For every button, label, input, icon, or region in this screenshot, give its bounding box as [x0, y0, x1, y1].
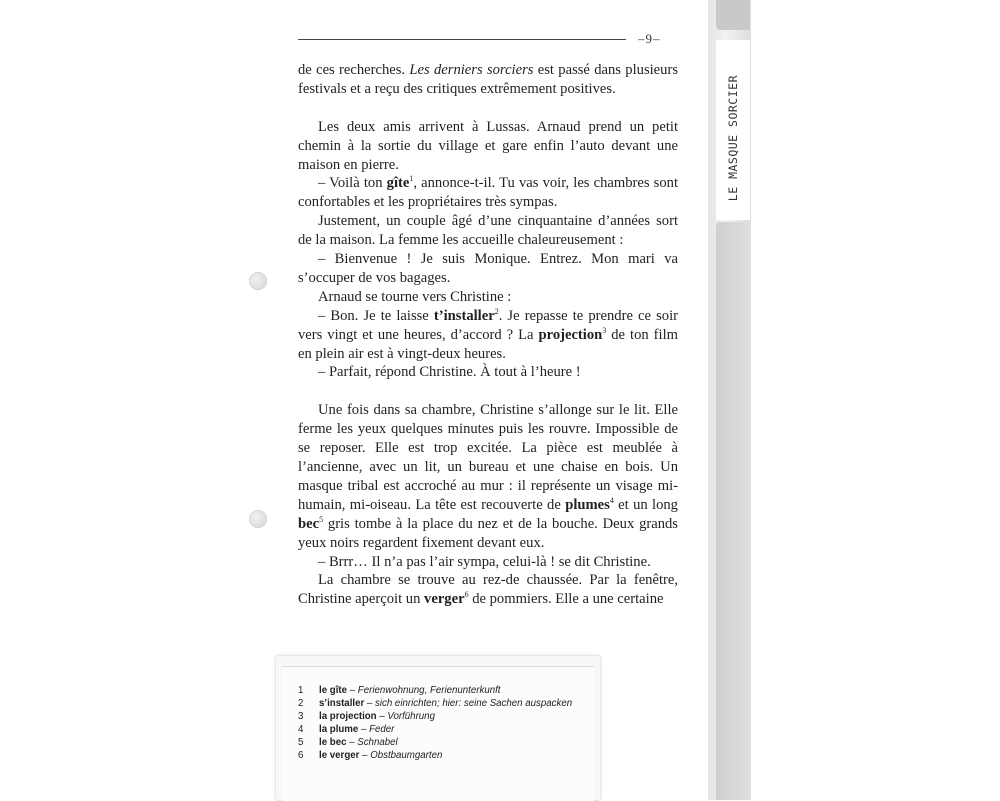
footnote-list [298, 685, 598, 762]
footnote-number: 6 [298, 749, 304, 761]
footnote-separator: – [364, 697, 376, 709]
footnote-number: 2 [298, 697, 304, 709]
glossary-term: verger [424, 591, 465, 608]
punch-hole-icon [249, 510, 267, 528]
footnote-translation: Vorführung [387, 710, 435, 722]
footnote-separator: – [346, 736, 358, 748]
footnote-translation: Ferienwohnung, Ferienunterkunft [357, 685, 501, 696]
footnote-term: le bec [319, 736, 347, 748]
footnote-number: 3 [298, 710, 304, 722]
glossary-term: plumes [565, 496, 610, 513]
chapter-title-text: LE MASQUE SORCIER [726, 74, 740, 202]
footnote-marker: 6 [464, 590, 469, 600]
tab-bottom-strip [716, 222, 750, 800]
footnote-marker: 1 [409, 174, 414, 184]
glossary-term: gîte [386, 175, 410, 192]
text-run: – Brrr… Il n’a pas l’air sympa, celui-là ! se dit Christine. [318, 553, 651, 570]
footnote-marker: 5 [319, 514, 324, 524]
text-run: – Parfait, répond Christine. À tout à l’heure ! [318, 364, 581, 381]
text-run: La chambre se trouve au rez-de chaussée. Par la fenêtre, Christine aperçoit un [298, 572, 678, 608]
text-run: , annonce-t-il. Tu vas voir, les chambres sont confortables et les propriétaires très sympas. [298, 175, 678, 211]
footnote-separator: – [376, 710, 388, 722]
footnote-item [298, 711, 598, 724]
footnote-term: la projection [319, 710, 377, 722]
text-run: . Je repasse te prendre ce soir vers vingt et une heures, d’accord ? La [298, 307, 678, 343]
paragraph [298, 118, 678, 175]
glossary-term: t’installer [433, 307, 495, 324]
footnote-marker: 3 [602, 325, 607, 335]
text-run: Arnaud se tourne vers Christine : [318, 288, 512, 305]
text-run: – Voilà ton [318, 175, 387, 192]
text-run: de ton film en plein air est à vingt-deux heures. [298, 326, 678, 362]
text-run: est passé dans plusieurs festivals et a reçu des critiques extrêmement positives. [298, 62, 678, 97]
paragraph [298, 401, 678, 552]
text-run: – Bon. Je te laisse [318, 307, 434, 324]
paragraph [298, 553, 678, 572]
page-number: –9– [638, 31, 661, 46]
paragraph [298, 288, 678, 307]
text-run: de pommiers. Elle a une certaine [468, 591, 664, 608]
footnote-item [298, 685, 598, 698]
paragraph [298, 61, 678, 99]
text-run: Les deux amis arrivent à Lussas. Arnaud prend un petit chemin à la sortie du village et gare enfin l’auto devant une maison en pierre. [298, 118, 678, 173]
footnote-term: la plume [319, 723, 359, 735]
paragraph [298, 307, 678, 364]
punch-hole-icon [249, 272, 267, 290]
header-rule [298, 39, 626, 40]
footnote-item [298, 737, 598, 750]
text-run: – Bienvenue ! Je suis Monique. Entrez. Mon mari va s’occuper de vos bagages. [298, 251, 678, 286]
footnote-term: le verger [319, 749, 360, 761]
footnote-term: s’installer [319, 697, 365, 709]
footnote-translation: Feder [369, 723, 395, 735]
glossary-term: projection [538, 326, 603, 343]
footnote-marker: 2 [494, 306, 499, 316]
paragraph [298, 174, 678, 212]
film-title: Les derniers sorciers [409, 62, 534, 78]
footnote-number: 4 [298, 723, 304, 735]
footnote-translation: Obstbaumgarten [370, 749, 443, 761]
footnote-item [298, 750, 598, 763]
footnote-translation: Schnabel [357, 736, 398, 748]
footnote-separator: – [358, 723, 370, 735]
tab-top-strip [716, 0, 750, 30]
text-run: Une fois dans sa chambre, Christine s’allonge sur le lit. Elle ferme les yeux quelques minutes puis les rouvre. Impossible de se reposer. Elle est trop excitée. La pièce est meublée à l’ancienne, avec un lit, un bureau et une chaise en bois. Un masque tribal est accroché au mur : il représente un visage mi-humain, mi-oiseau. La tête est recouverte de [298, 402, 678, 513]
text-run: Justement, un couple âgé d’une cinquantaine d’années sort de la maison. La femme les accueille chaleureusement : [298, 213, 678, 249]
chapter-title-vertical [717, 62, 749, 214]
story-text [298, 61, 678, 609]
footnote-marker: 4 [609, 495, 614, 505]
paragraph [298, 212, 678, 250]
footnote-term: le gîte [319, 685, 347, 696]
footnote-separator: – [347, 685, 358, 696]
paragraph [298, 571, 678, 609]
footnote-number: 1 [298, 685, 304, 696]
text-run: de ces recherches. [298, 62, 410, 78]
text-run: gris tombe à la place du nez et de la bouche. Deux grands yeux noirs regardent fixement devant eux. [298, 515, 678, 551]
glossary-term: bec [298, 515, 320, 532]
footnote-translation: sich einrichten; hier: seine Sachen auspacken [375, 697, 573, 709]
paragraph [298, 250, 678, 288]
text-run: et un long [613, 496, 678, 513]
footnote-item [298, 724, 598, 737]
footnote-item [298, 698, 598, 711]
paragraph [298, 363, 678, 382]
footnote-separator: – [359, 749, 371, 761]
footnote-number: 5 [298, 736, 304, 748]
